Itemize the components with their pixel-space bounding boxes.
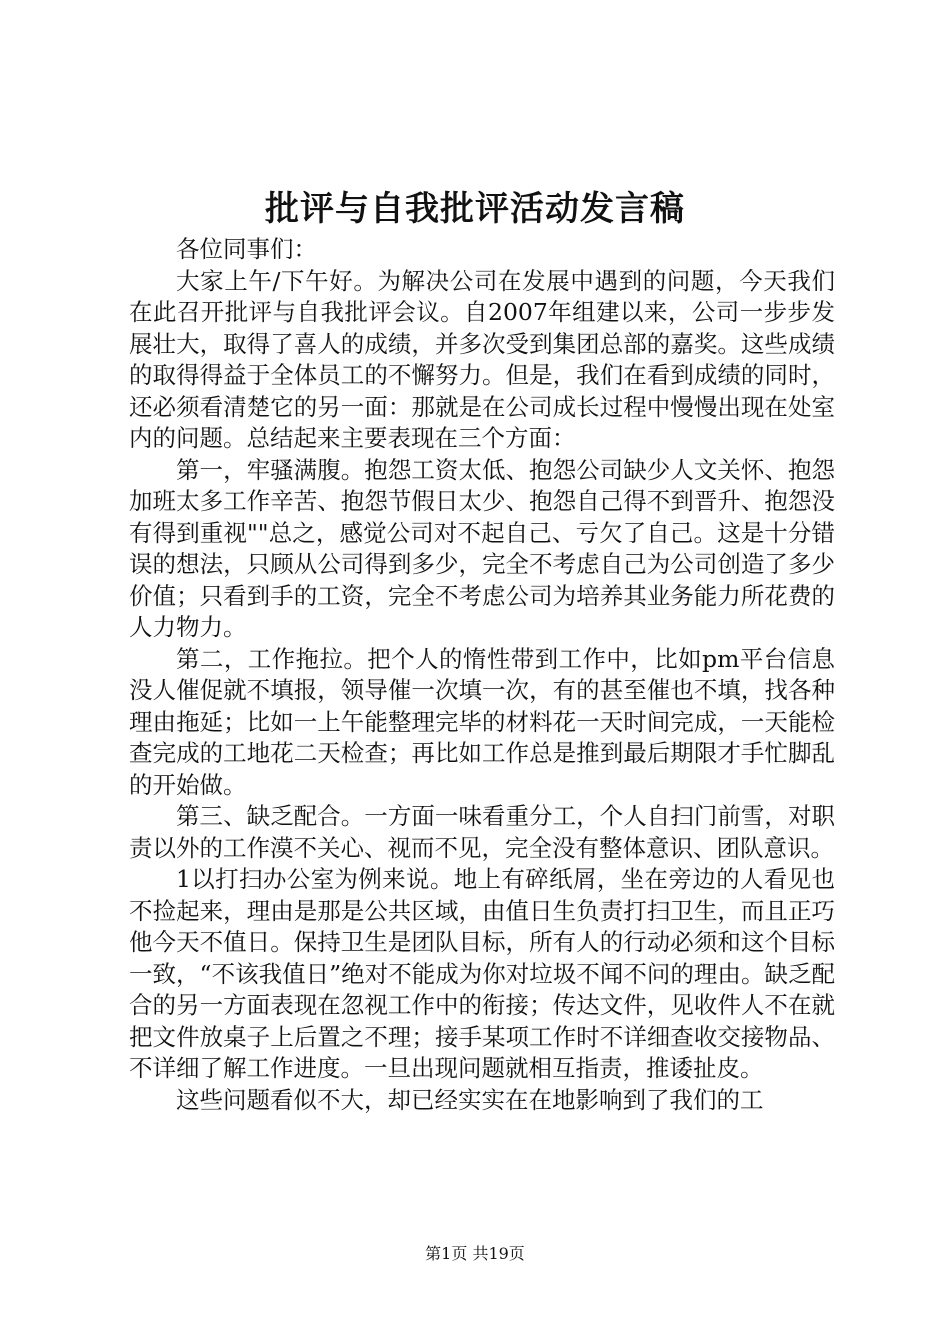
- document-title: 批评与自我批评活动发言稿: [265, 189, 685, 229]
- paragraph-second-point: 第二，工作拖拉。把个人的惰性带到工作中，比如pm平台信息没人催促就不填报，领导催一次填一次，有的甚至催也不填，找各种理由拖延；比如一上午能整理完毕的材料花一天时间完成，一天能检查完成的工地花二天检查；再比如工作总是推到最后期限才手忙脚乱的开始做。: [129, 644, 835, 799]
- paragraph-first-point: 第一，牢骚满腹。抱怨工资太低、抱怨公司缺少人文关怀、抱怨加班太多工作辛苦、抱怨节假日太少、抱怨自己得不到晋升、抱怨没有得到重视""总之，感觉公司对不起自己、亏欠了自己。这是十分错误的想法，只顾从公司得到多少，完全不考虑自己为公司创造了多少价值；只看到手的工资，完全不考虑公司为培养其业务能力所花费的人力物力。: [129, 455, 835, 641]
- paragraph-opening: 大家上午/下午好。为解决公司在发展中遇到的问题，今天我们在此召开批评与自我批评会议。自2007年组建以来，公司一步步发展壮大，取得了喜人的成绩，并多次受到集团总部的嘉奖。这些成绩的取得得益于全体员工的不懈努力。但是，我们在看到成绩的同时，还必须看清楚它的另一面：那就是在公司成长过程中慢慢出现在处室内的问题。总结起来主要表现在三个方面：: [129, 266, 835, 452]
- paragraph-closing: 这些问题看似不大，却已经实实在在地影响到了我们的工: [176, 1085, 764, 1114]
- salutation: 各位同事们：: [176, 235, 317, 263]
- paragraph-example: 1以打扫办公室为例来说。地上有碎纸屑，坐在旁边的人看见也不捡起来，理由是那是公共区域，由值日生负责打扫卫生，而且正巧他今天不值日。保持卫生是团队目标，所有人的行动必须和这个目标一致，“不该我值日”绝对不能成为你对垃圾不闻不问的理由。缺乏配合的另一方面表现在忽视工作中的衔接；传达文件，见收件人不在就把文件放桌子上后置之不理；接手某项工作时不详细查收交接物品、不详细了解工作进度。一旦出现问题就相互指责，推诿扯皮。: [129, 865, 835, 1082]
- document-body: [129, 234, 835, 1116]
- page-number-footer: 第1页 共19页: [425, 1244, 525, 1263]
- paragraph-third-point: 第三、缺乏配合。一方面一味看重分工，个人自扫门前雪，对职责以外的工作漠不关心、视而不见，完全没有整体意识、团队意识。: [129, 802, 835, 862]
